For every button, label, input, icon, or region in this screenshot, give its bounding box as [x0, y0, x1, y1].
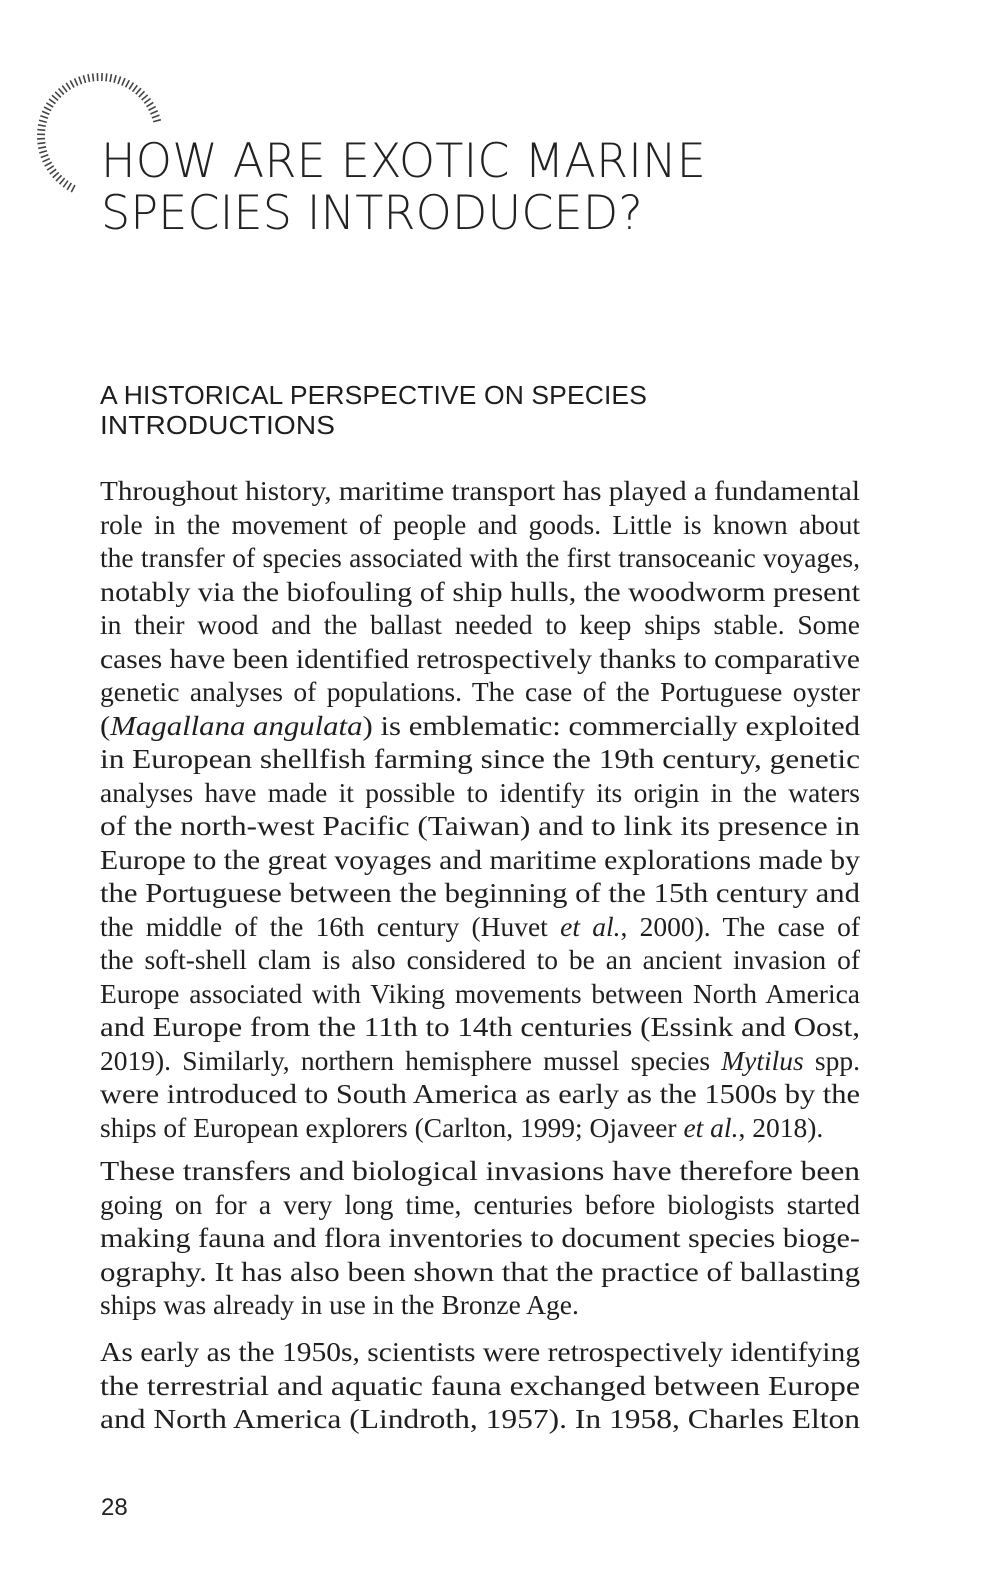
- text-line: [100, 1077, 941, 1111]
- text-run: Throughout history, maritime transport has played a fundamental: [100, 475, 860, 506]
- text-line: [100, 910, 860, 944]
- text-run: making fauna and flora inventories to document species bioge-: [100, 1222, 861, 1253]
- text-run: These transfers and biological invasions have therefore been: [100, 1155, 860, 1186]
- text-run: in European shellfish farming since the 19th century, genetic: [100, 743, 860, 774]
- text-line: [100, 876, 949, 910]
- body-paragraph-1: [100, 474, 860, 1144]
- text-line: [100, 1154, 968, 1188]
- text-line: [100, 809, 968, 843]
- text-line: [100, 1188, 860, 1222]
- text-line: [100, 1369, 981, 1403]
- text-run: , 2018).: [738, 1111, 824, 1143]
- chapter-title-line-2: SPECIES INTRODUCED?: [101, 186, 643, 241]
- text-run: going on for a very long time, centuries before biologists started: [100, 1188, 860, 1220]
- text-run: ships of European explorers (Carlton, 1999; Ojaveer: [100, 1111, 684, 1143]
- text-run: were introduced to South America as early as the 1500s by the: [100, 1078, 860, 1109]
- text-run: the transfer of species associated with the first transoceanic voyages,: [100, 542, 860, 573]
- text-run: ) is emblematic: commercially exploited: [362, 709, 860, 741]
- italic-term: Mytilus: [721, 1044, 804, 1076]
- text-line: [100, 1010, 958, 1044]
- text-run: in their wood and the ballast needed to keep ships stable. Some: [100, 609, 860, 640]
- text-line: [100, 575, 933, 609]
- text-line: [100, 1111, 860, 1145]
- text-run: the terrestrial and aquatic fauna exchanged between Europe: [100, 1369, 860, 1401]
- text-line: [100, 474, 907, 508]
- body-paragraph-2: [100, 1154, 860, 1322]
- text-line: [100, 541, 860, 575]
- text-line: [100, 1221, 935, 1255]
- text-run: ships was already in use in the Bronze Age.: [100, 1289, 579, 1320]
- text-run: spp.: [803, 1044, 861, 1076]
- text-run: , 2000). The case of: [620, 910, 860, 942]
- text-line: [100, 977, 860, 1011]
- text-run: the middle of the 16th century (Huvet: [100, 910, 561, 942]
- text-run: Europe associated with Viking movements between North America: [100, 977, 860, 1009]
- text-line: [100, 608, 860, 642]
- text-line: [100, 1335, 916, 1369]
- text-line: [100, 742, 965, 776]
- text-line: [100, 675, 860, 709]
- chapter-title: [101, 136, 801, 240]
- text-line: [100, 776, 860, 810]
- italic-term: et al.: [683, 1111, 739, 1143]
- text-line: [100, 1044, 860, 1078]
- text-run: As early as the 1950s, scientists were retrospectively identifying: [100, 1336, 860, 1367]
- italic-term: Magallana angulata: [110, 709, 363, 741]
- text-line: [100, 1402, 970, 1436]
- section-heading: [100, 381, 800, 441]
- text-run: cases have been identified retrospectively thanks to comparative: [100, 642, 860, 674]
- text-run: (: [100, 709, 111, 741]
- text-line: [100, 709, 951, 743]
- text-run: analyses have made it possible to identify its origin in the waters: [100, 776, 860, 808]
- text-run: role in the movement of people and goods. Little is known about: [100, 508, 860, 540]
- text-run: Europe to the great voyages and maritime explorations made by: [100, 843, 861, 875]
- text-line: [100, 1288, 860, 1322]
- text-run: ography. It has also been shown that the practice of ballasting: [100, 1255, 860, 1287]
- text-run: genetic analyses of populations. The case of the Portuguese oyster: [100, 676, 860, 707]
- chapter-title-line-1: HOW ARE EXOTIC MARINE: [101, 134, 706, 189]
- section-heading-line-1: A HISTORICAL PERSPECTIVE ON SPECIES: [100, 382, 647, 410]
- text-run: notably via the biofouling of ship hulls, the woodworm present: [100, 575, 860, 607]
- section-heading-line-2: INTRODUCTIONS: [100, 412, 335, 440]
- text-line: [100, 1255, 953, 1289]
- page-number: 28: [101, 1494, 128, 1521]
- text-run: the soft-shell clam is also considered to be an ancient invasion of: [100, 944, 860, 975]
- text-line: [100, 943, 860, 977]
- text-line: [100, 843, 921, 877]
- text-line: [100, 508, 860, 542]
- text-run: 2019). Similarly, northern hemisphere mussel species: [100, 1044, 722, 1076]
- text-run: and North America (Lindroth, 1957). In 1958, Charles Elton: [100, 1403, 860, 1434]
- italic-term: et al.: [560, 910, 621, 942]
- body-paragraph-3: [100, 1335, 860, 1436]
- text-run: the Portuguese between the beginning of the 15th century and: [100, 877, 860, 908]
- text-line: [100, 642, 916, 676]
- text-run: of the north-west Pacific (Taiwan) and to link its presence in: [100, 810, 860, 841]
- text-run: and Europe from the 11th to 14th centuries (Essink and Oost,: [100, 1011, 860, 1042]
